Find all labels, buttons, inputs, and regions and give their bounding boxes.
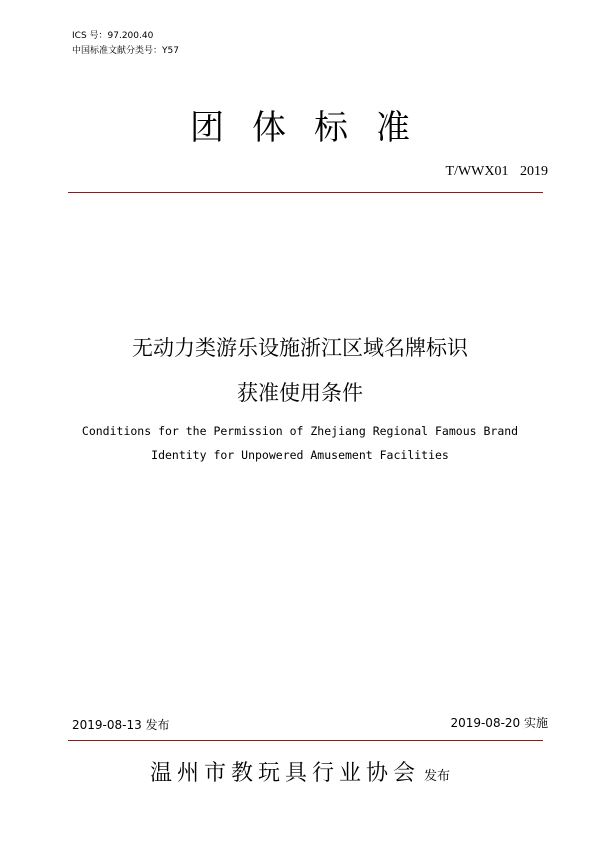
- title-cn-line2: 获准使用条件: [237, 381, 363, 405]
- publisher-org: 温州市教玩具行业协会: [149, 761, 420, 786]
- top-divider: [68, 192, 543, 193]
- bottom-divider: [68, 740, 543, 741]
- publish-date: 2019-08-13 发布: [72, 718, 170, 732]
- title-en-line2: Identity for Unpowered Amusement Facilities: [151, 448, 449, 462]
- title-en-line1: Conditions for the Permission of Zhejiang Regional Famous Brand: [81, 424, 519, 438]
- standard-type-heading: 团体标准: [190, 108, 438, 148]
- ccs-classification: 中国标准文献分类号：Y57: [72, 46, 179, 56]
- implement-date: 2019-08-20 实施: [450, 716, 548, 730]
- publisher-suffix: 发布: [424, 769, 451, 784]
- publisher: [0, 756, 600, 787]
- standard-number: T/WWX01 2019: [445, 164, 548, 179]
- title-cn-line1: 无动力类游乐设施浙江区域名牌标识: [132, 336, 468, 360]
- ics-number: ICS 号：97.200.40: [72, 31, 154, 41]
